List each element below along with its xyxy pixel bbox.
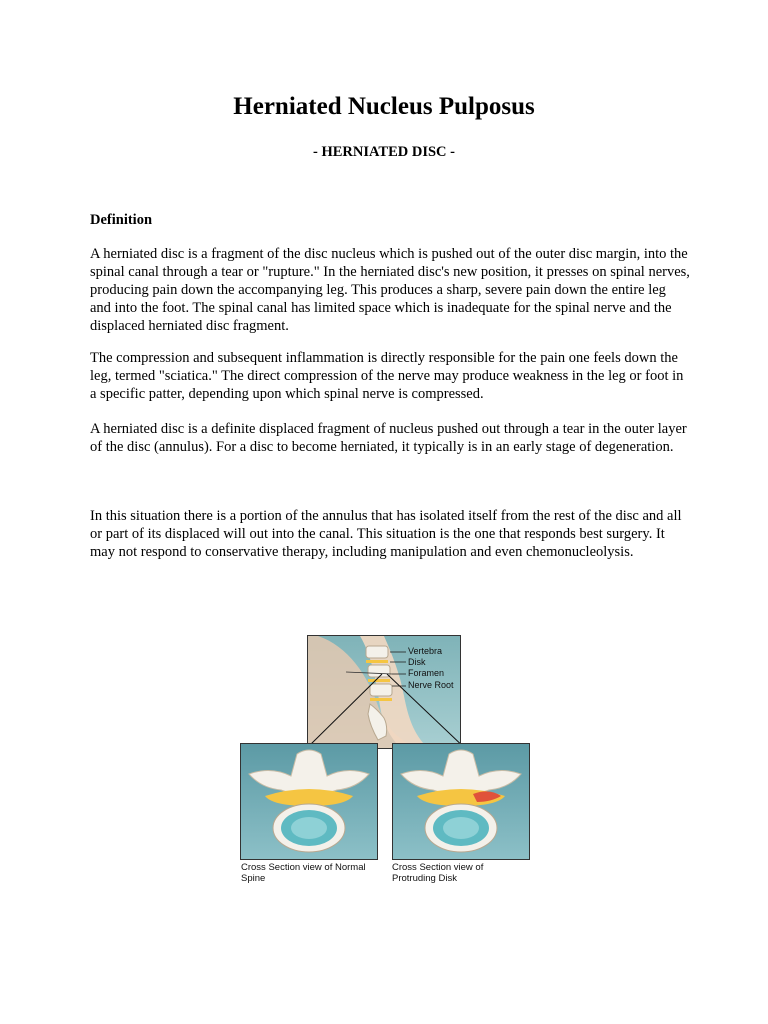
protruding-disk-drawing bbox=[393, 744, 529, 859]
page-title: Herniated Nucleus Pulposus bbox=[233, 93, 535, 120]
paragraph-4: In this situation there is a portion of the annulus that has isolated itself from the rest of the disc and all or part of its displaced will out into the canal. This situation is the one that responds best surgery. It may not respond to conservative therapy, including manipulation and even chemonucleolysis. bbox=[90, 508, 682, 560]
normal-spine-drawing bbox=[241, 744, 377, 859]
page-subtitle: - HERNIATED DISC - bbox=[313, 144, 455, 160]
section-heading: Definition bbox=[90, 212, 153, 228]
label-nerve-root: Nerve Root bbox=[408, 680, 454, 690]
paragraph-3: A herniated disc is a definite displaced fragment of nucleus pushed out through a tear in the outer layer of the disc (annulus). For a disc to become herniated, it typically is in an early stage of degeneration. bbox=[90, 421, 687, 455]
paragraph-1: A herniated disc is a fragment of the disc nucleus which is pushed out of the outer disc margin, into the spinal canal through a tear or "rupture." In the herniated disc's new position, it presses on spinal nerves, producing pain down the accompanying leg. This produces a sharp, severe pain down the entire leg and into the foot. The spinal canal has limited space which is inadequate for the spinal nerve and the displaced herniated disc fragment. bbox=[90, 246, 690, 334]
label-disk: Disk bbox=[408, 657, 426, 667]
caption-protruding-disk: Cross Section view of Protruding Disk bbox=[392, 862, 484, 884]
normal-spine-cross-section bbox=[240, 743, 378, 860]
paragraph-2: The compression and subsequent inflammation is directly responsible for the pain one feels down the leg, termed "sciatica." The direct compression of the nerve may produce weakness in the leg or foot in a specific patter, depending upon which spinal nerve is compressed. bbox=[90, 350, 684, 402]
label-foramen: Foramen bbox=[408, 668, 445, 678]
protruding-disk-cross-section bbox=[392, 743, 530, 860]
caption-normal-spine: Cross Section view of Normal Spine bbox=[241, 862, 366, 884]
spine-illustration bbox=[237, 632, 533, 892]
label-vertebra: Vertebra bbox=[408, 646, 443, 656]
